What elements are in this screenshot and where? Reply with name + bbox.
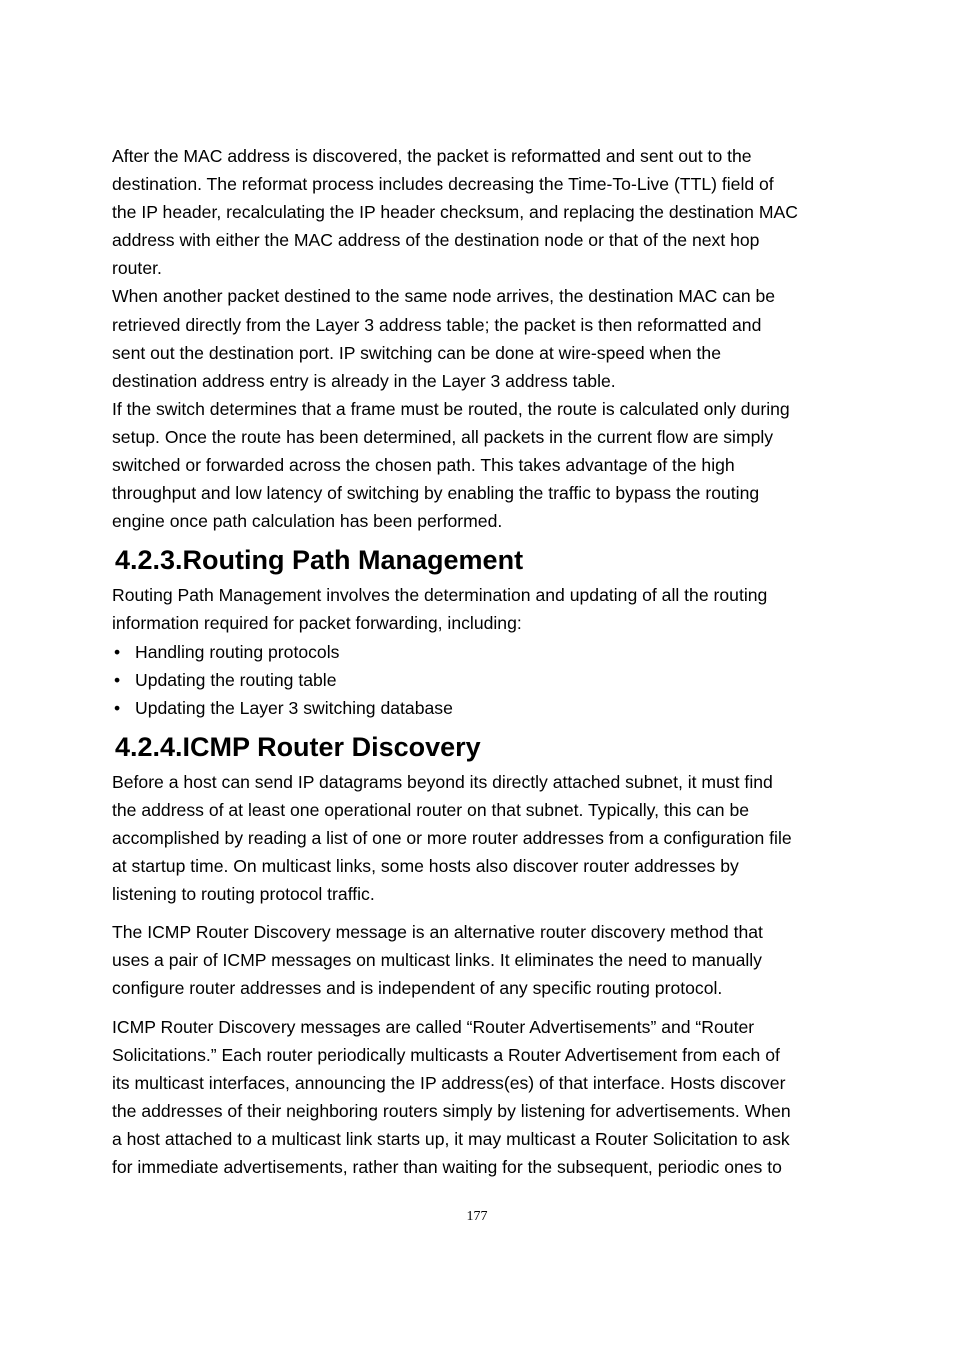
list-item-text: Handling routing protocols xyxy=(135,641,340,662)
list-item xyxy=(112,666,852,694)
list-item xyxy=(112,694,852,722)
section-heading-icmp-router-discovery: 4.2.4.ICMP Router Discovery xyxy=(115,731,481,762)
list-item xyxy=(112,638,852,666)
intro-paragraph-3 xyxy=(112,395,852,535)
text-line: configure router addresses and is independent of any specific routing protocol. xyxy=(112,978,723,999)
routing-path-bullet-list xyxy=(112,638,852,722)
text-line: engine once path calculation has been performed. xyxy=(112,511,503,532)
paragraph-spacer xyxy=(112,1003,852,1013)
text-line: sent out the destination port. IP switching can be done at wire-speed when the xyxy=(112,342,722,363)
text-line: destination address entry is already in the Layer 3 address table. xyxy=(112,370,616,391)
text-line: setup. Once the route has been determined, all packets in the current flow are simply xyxy=(112,426,774,447)
text-line: retrieved directly from the Layer 3 address table; the packet is then reformatted and xyxy=(112,314,762,335)
intro-paragraph-1 xyxy=(112,142,852,282)
text-line: throughput and low latency of switching by enabling the traffic to bypass the routing xyxy=(112,483,760,504)
intro-paragraph-2 xyxy=(112,282,852,394)
section-heading-routing-path-management: 4.2.3.Routing Path Management xyxy=(115,545,524,576)
text-line: its multicast interfaces, announcing the IP address(es) of that interface. Hosts discover xyxy=(112,1072,786,1093)
text-line: address with either the MAC address of the destination node or that of the next hop xyxy=(112,230,760,251)
text-line: at startup time. On multicast links, some hosts also discover router addresses by xyxy=(112,856,739,877)
text-line: listening to routing protocol traffic. xyxy=(112,884,375,905)
text-line: a host attached to a multicast link starts up, it may multicast a Router Solicitation to ask xyxy=(112,1128,790,1149)
bullet-icon: • xyxy=(114,697,121,718)
list-item-text: Updating the Layer 3 switching database xyxy=(135,697,453,718)
text-line: After the MAC address is discovered, the packet is reformatted and sent out to the xyxy=(112,146,752,166)
text-line: the IP header, recalculating the IP header checksum, and replacing the destination MAC xyxy=(112,202,798,223)
text-line: switched or forwarded across the chosen path. This takes advantage of the high xyxy=(112,455,735,476)
page-content xyxy=(112,142,852,1181)
text-line: When another packet destined to the same node arrives, the destination MAC can be xyxy=(112,286,776,307)
text-line: destination. The reformat process includes decreasing the Time-To-Live (TTL) field of xyxy=(112,174,774,195)
text-line: The ICMP Router Discovery message is an alternative router discovery method that xyxy=(112,922,763,943)
text-line: Routing Path Management involves the determination and updating of all the routing xyxy=(112,585,768,606)
bullet-icon: • xyxy=(114,669,121,690)
text-line: the addresses of their neighboring routers simply by listening for advertisements. When xyxy=(112,1100,791,1121)
icmp-paragraph-3 xyxy=(112,1013,852,1182)
page-number: 177 xyxy=(466,1209,488,1224)
text-line: Before a host can send IP datagrams beyond its directly attached subnet, it must find xyxy=(112,771,773,792)
text-line: the address of at least one operational router on that subnet. Typically, this can be xyxy=(112,799,750,820)
text-line: uses a pair of ICMP messages on multicast links. It eliminates the need to manually xyxy=(112,950,762,971)
paragraph-spacer xyxy=(112,908,852,918)
list-item-text: Updating the routing table xyxy=(135,669,337,690)
bullet-icon: • xyxy=(114,641,121,662)
text-line: ICMP Router Discovery messages are called “Router Advertisements” and “Router xyxy=(112,1016,755,1037)
text-line: for immediate advertisements, rather than waiting for the subsequent, periodic ones to xyxy=(112,1157,782,1177)
text-line: accomplished by reading a list of one or more router addresses from a configuration file xyxy=(112,827,792,848)
text-line: If the switch determines that a frame must be routed, the route is calculated only during xyxy=(112,398,790,419)
text-line: Solicitations.” Each router periodically multicasts a Router Advertisement from each of xyxy=(112,1044,780,1065)
text-line: information required for packet forwarding, including: xyxy=(112,613,522,634)
text-line: router. xyxy=(112,258,162,279)
routing-path-intro xyxy=(112,581,852,637)
icmp-paragraph-1 xyxy=(112,768,852,908)
icmp-paragraph-2 xyxy=(112,918,852,1002)
